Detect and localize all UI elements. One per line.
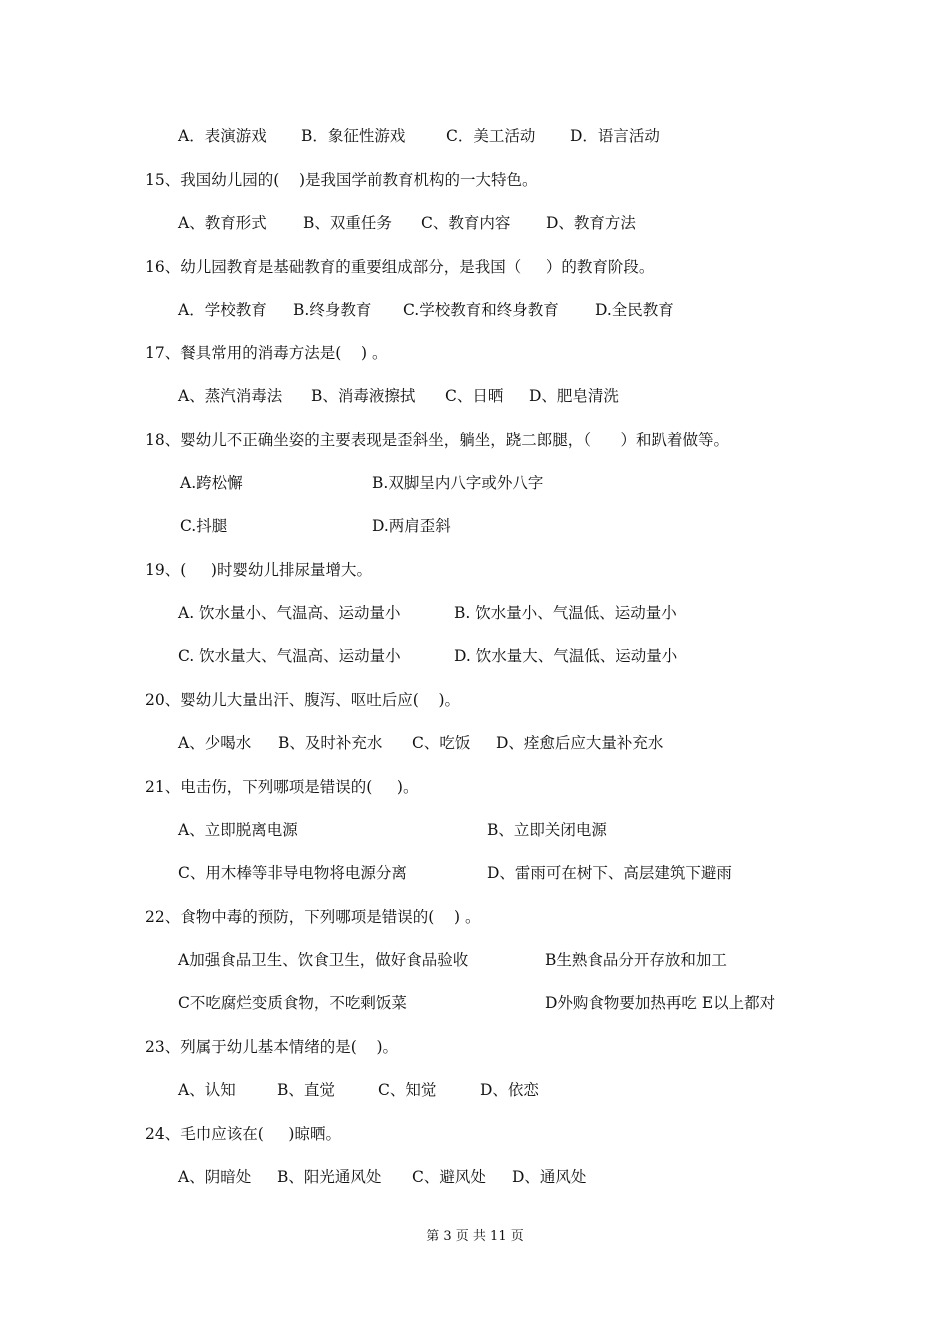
question-stem: 16、幼儿园教育是基础教育的重要组成部分，是我国（ ）的教育阶段。 bbox=[145, 258, 655, 276]
option-b: B、双重任务 bbox=[303, 214, 392, 232]
option-c: C、知觉 bbox=[378, 1081, 437, 1099]
option-b: B.终身教育 bbox=[293, 301, 372, 319]
question-stem: 19、( )时婴幼儿排尿量增大。 bbox=[145, 561, 372, 579]
option-b: B．象征性游戏 bbox=[301, 127, 406, 145]
option-c: C、避风处 bbox=[412, 1168, 486, 1186]
option-a: A加强食品卫生、饮食卫生，做好食品验收 bbox=[178, 951, 469, 969]
option-b: B、消毒液擦拭 bbox=[311, 387, 416, 405]
option-b: B.双脚呈内八字或外八字 bbox=[372, 474, 544, 492]
question-stem: 15、我国幼儿园的( )是我国学前教育机构的一大特色。 bbox=[145, 171, 538, 189]
option-b: B、阳光通风处 bbox=[277, 1168, 382, 1186]
option-c: C、用木棒等非导电物将电源分离 bbox=[178, 864, 407, 882]
option-b: B生熟食品分开存放和加工 bbox=[545, 951, 727, 969]
question-stem: 20、婴幼儿大量出汗、腹泻、呕吐后应( )。 bbox=[145, 691, 461, 709]
option-d: D．语言活动 bbox=[570, 127, 660, 145]
page-number: 第 3 页 共 11 页 bbox=[426, 1229, 524, 1244]
option-c: C．美工活动 bbox=[446, 127, 536, 145]
option-a: A．学校教育 bbox=[178, 301, 267, 319]
option-d: D、通风处 bbox=[512, 1168, 587, 1186]
option-d: D、雷雨可在树下、高层建筑下避雨 bbox=[487, 864, 732, 882]
option-d: D.全民教育 bbox=[595, 301, 674, 319]
option-a: A. 饮水量小、气温高、运动量小 bbox=[178, 604, 401, 622]
option-d: D、依恋 bbox=[480, 1081, 539, 1099]
question-stem: 23、列属于幼儿基本情绪的是( )。 bbox=[145, 1038, 399, 1056]
option-a: A、教育形式 bbox=[178, 214, 267, 232]
option-c: C、吃饭 bbox=[412, 734, 471, 752]
option-c: C、日晒 bbox=[445, 387, 504, 405]
option-d: D、痊愈后应大量补充水 bbox=[496, 734, 664, 752]
option-a: A、蒸汽消毒法 bbox=[178, 387, 283, 405]
option-b: B、立即关闭电源 bbox=[487, 821, 607, 839]
option-a: A、阴暗处 bbox=[178, 1168, 252, 1186]
option-c: C不吃腐烂变质食物，不吃剩饭菜 bbox=[178, 994, 407, 1012]
question-stem: 18、婴幼儿不正确坐姿的主要表现是歪斜坐，躺坐，跷二郎腿，（ ）和趴着做等。 bbox=[145, 431, 730, 449]
question-stem: 22、食物中毒的预防，下列哪项是错误的( ) 。 bbox=[145, 908, 481, 926]
option-a: A．表演游戏 bbox=[178, 127, 267, 145]
option-c: C、教育内容 bbox=[421, 214, 511, 232]
question-stem: 21、电击伤，下列哪项是错误的( )。 bbox=[145, 778, 419, 796]
option-d: D、肥皂清洗 bbox=[529, 387, 619, 405]
option-c: C. 饮水量大、气温高、运动量小 bbox=[178, 647, 401, 665]
option-d: D、教育方法 bbox=[546, 214, 636, 232]
option-a: A、认知 bbox=[178, 1081, 236, 1099]
option-d: D.两肩歪斜 bbox=[372, 517, 451, 535]
option-b: B、及时补充水 bbox=[278, 734, 383, 752]
option-b: B. 饮水量小、气温低、运动量小 bbox=[454, 604, 677, 622]
option-b: B、直觉 bbox=[277, 1081, 335, 1099]
option-a: A、立即脱离电源 bbox=[178, 821, 298, 839]
option-a: A、少喝水 bbox=[178, 734, 252, 752]
question-stem: 17、餐具常用的消毒方法是( ) 。 bbox=[145, 344, 388, 362]
question-stem: 24、毛巾应该在( )晾晒。 bbox=[145, 1125, 341, 1143]
option-d: D. 饮水量大、气温低、运动量小 bbox=[454, 647, 678, 665]
option-a: A.跨松懈 bbox=[180, 474, 243, 492]
option-d: D外购食物要加热再吃 E以上都对 bbox=[545, 994, 776, 1012]
option-c: C.抖腿 bbox=[180, 517, 228, 535]
option-c: C.学校教育和终身教育 bbox=[403, 301, 559, 319]
